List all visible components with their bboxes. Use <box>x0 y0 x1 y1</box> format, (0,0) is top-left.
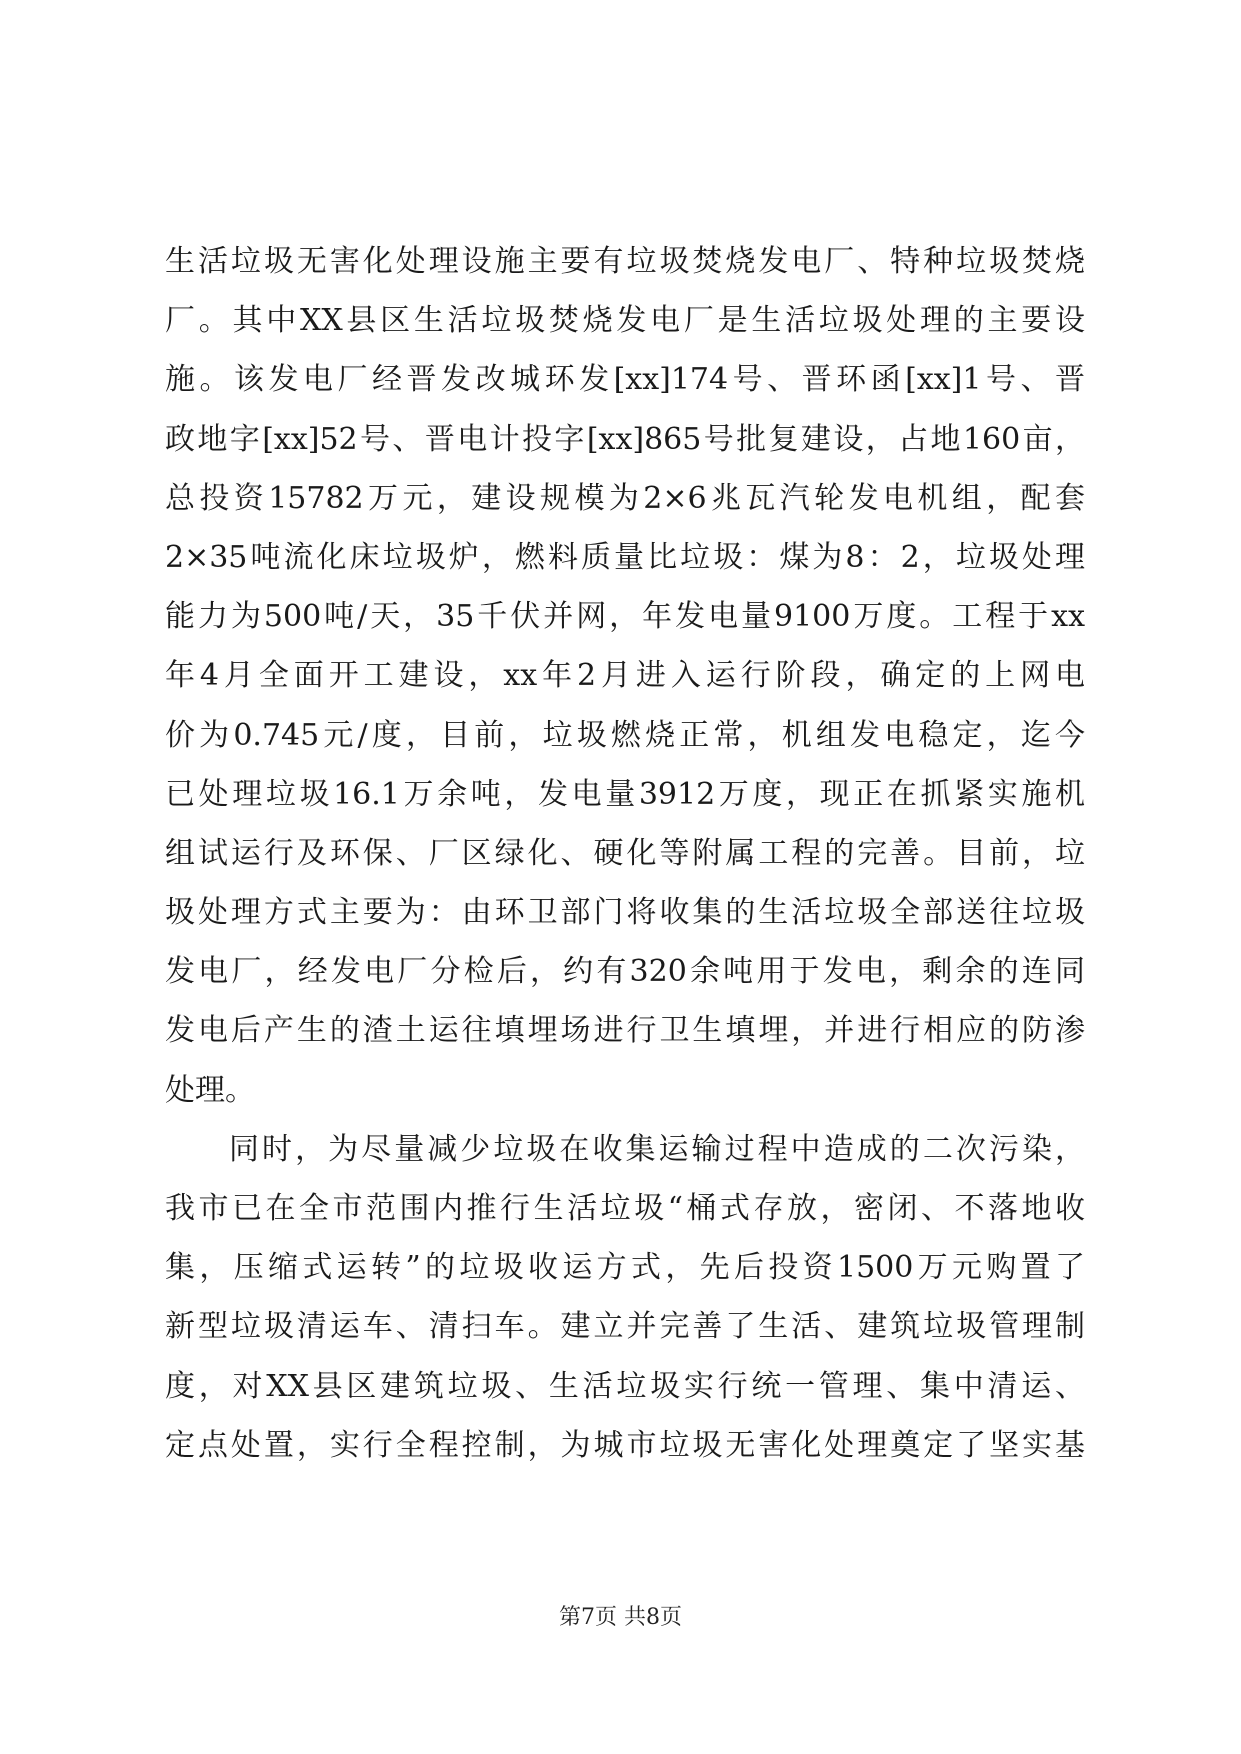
text-line: 生活垃圾无害化处理设施主要有垃圾焚烧发电厂、特种垃圾焚烧 <box>165 244 1085 279</box>
text-line: 度，对XX县区建筑垃圾、生活垃圾实行统一管理、集中清运、 <box>165 1368 1085 1404</box>
text-line: 发电厂，经发电厂分检后，约有320余吨用于发电，剩余的连同 <box>165 954 1085 990</box>
text-line: 新型垃圾清运车、清扫车。建立并完善了生活、建筑垃圾管理制 <box>165 1309 1085 1345</box>
text-line: 我市已在全市范围内推行生活垃圾“桶式存放，密闭、不落地收 <box>165 1191 1085 1226</box>
text-line: 政地字[xx]52号、晋电计投字[xx]865号批复建设，占地160亩， <box>165 421 1085 457</box>
text-line: 同时，为尽量减少垃圾在收集运输过程中造成的二次污染， <box>229 1131 1085 1167</box>
text-line: 厂。其中XX县区生活垃圾焚烧发电厂是生活垃圾处理的主要设 <box>165 303 1085 339</box>
text-line: 2×35吨流化床垃圾炉，燃料质量比垃圾：煤为8：2，垃圾处理 <box>165 539 1085 575</box>
text-line: 圾处理方式主要为：由环卫部门将收集的生活垃圾全部送往垃圾 <box>165 895 1085 931</box>
body-text <box>165 232 1085 1475</box>
text-line: 集，压缩式运转”的垃圾收运方式，先后投资1500万元购置了 <box>165 1250 1085 1286</box>
text-line: 处理。 <box>165 1072 255 1108</box>
text-line: 定点处置，实行全程控制，为城市垃圾无害化处理奠定了坚实基 <box>165 1427 1085 1463</box>
text-line: 总投资15782万元，建设规模为2×6兆瓦汽轮发电机组，配套 <box>165 480 1085 516</box>
text-line: 已处理垃圾16.1万余吨，发电量3912万度，现正在抓紧实施机 <box>165 776 1085 812</box>
text-line: 价为0.745元/度，目前，垃圾燃烧正常，机组发电稳定，迄今 <box>165 717 1085 753</box>
text-line: 发电后产生的渣土运往填埋场进行卫生填埋，并进行相应的防渗 <box>165 1013 1085 1049</box>
page-number-footer: 第7页 共8页 <box>559 1605 682 1630</box>
text-line: 施。该发电厂经晋发改城环发[xx]174号、晋环函[xx]1号、晋 <box>165 362 1085 398</box>
text-line: 能力为500吨/天，35千伏并网，年发电量9100万度。工程于xx <box>165 599 1085 635</box>
text-line: 年4月全面开工建设，xx年2月进入运行阶段，确定的上网电 <box>165 658 1085 694</box>
text-line: 组试运行及环保、厂区绿化、硬化等附属工程的完善。目前，垃 <box>165 835 1085 871</box>
